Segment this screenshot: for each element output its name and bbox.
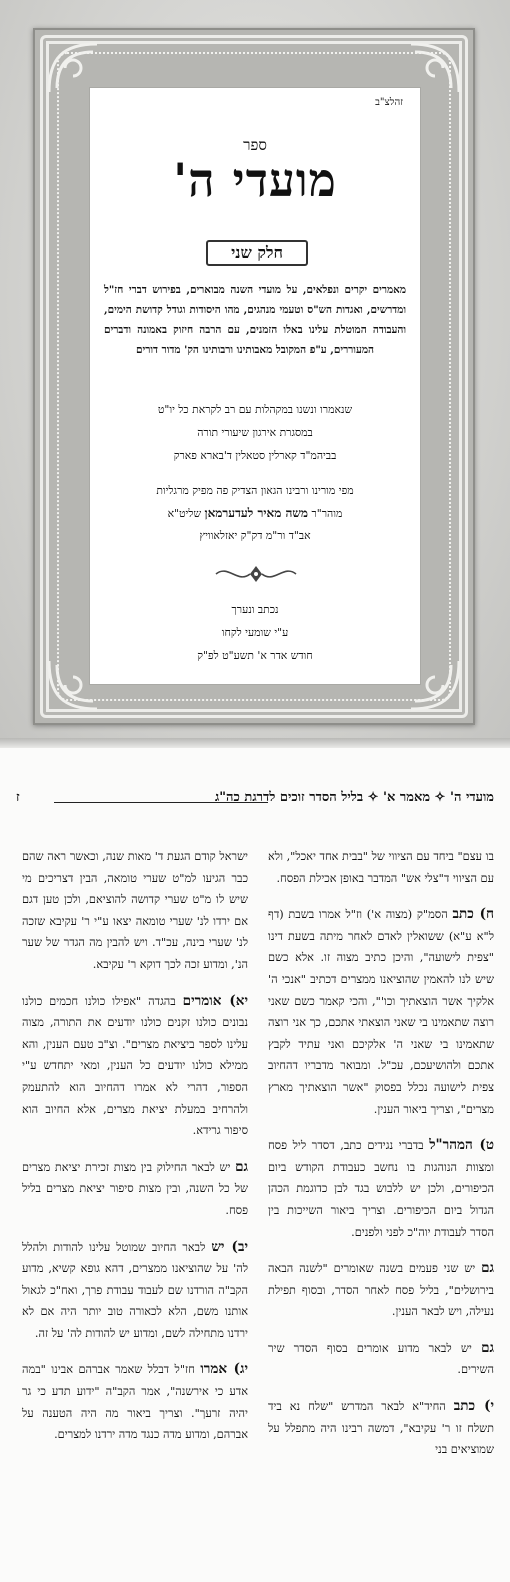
page-divider [0,738,510,748]
compilation-info [98,598,412,667]
paragraph-text: יש שני פעמים בשנה שאומרים "לשנה הבאה בירושלים", בליל פסח לאחר הסדר, ובסוף תפילת נעילה, ויש לבאר הענין. [268,1262,494,1319]
paragraph-text: בהגדה "אפילו כולנו חכמים כולנו נבונים כולנו זקנים כולנו יודעים את התורה, מצוה עלינו לספר ביציאת מצרים". וצ"ב טעם הענין, והא ממילא כולנו יודעים כל הענין, ומאי יתחדש ע"י הספור, דהרי לא אמרו דהחיוב הוא להתעמק ולהרחיב במעלת יציאת מצרים, אלא החיוב הוא סיפור גרידא. [22,994,248,1138]
header-abbreviation: זהלצ"ב [375,97,403,108]
paragraph-keyword: ט) המהר"ל [429,1137,494,1154]
paragraph-keyword: ח) כתב [452,906,494,923]
paragraph-keyword: יא) אומרים [182,992,249,1009]
author-suffix: שליט"א [167,507,202,520]
paragraph-text: ישראל קודם הגעת ד' מאות שנה, וכאשר ראה שהם כבר הגיעו למ"ט שערי טומאה, הבין דצריכים מי שיש לו מ"ט שערי קדושה להוציאם, ולכן טען דגם אם ירדו לנ' שערי טומאה יצאו ע"י ר' עקיבא שזכה לנ' שערי בינה, עכ"ד. ויש להבין מה הגדר של שער הנ', ומדוע זכה לכך דוקא ר' עקיבא. [22,850,248,971]
page-number: ז [16,790,20,805]
paragraph-keyword: גם [481,1339,494,1356]
paragraph [22,846,248,976]
paragraph-keyword: יב) יש [211,1238,248,1255]
paragraph-keyword: גם [481,1260,494,1277]
right-column [268,846,494,1476]
paragraph [22,1237,248,1345]
running-header [14,789,498,809]
book-description: מאמרים יקרים ונפלאים, על מועדי השנה מבוארים, בפירוש דברי חז"ל ומדרשים, ואגדות הש"ס וטעמי מנהגים, מהו היסודות וגודל קדושת הימים, והעבודה המוטלת עלינו באלו הזמנים, עם הרבה חיזוק באמונה ודברים המעוררים, ע"פ המקובל מאבותינו ורבותינו הק' מדור דורים [104,284,406,356]
author-name: משה מאיר לעדערמאן [204,506,308,520]
paragraph-text: בדברי נגידים כתב, דסדר ליל פסח ומצוות הנוהגות בו נחשב כעבודת הקודש ביום הכיפורים, ולכן יש ללבוש בגד לבן כדוגמת הכהן הגדול ביום הכיפורים. וצריך ביאור השייכות בין הסדר לעבודת יוה"כ לפני ולפנים. [268,1139,494,1239]
paragraph [268,1135,494,1243]
title-panel [89,87,421,685]
paragraph [22,1157,248,1222]
delivery-line: במסגרת אירגון שיעורי תורה [197,426,313,439]
paragraph [268,1396,494,1461]
paragraph-text: הסמ"ק (מצוה א') וז"ל אמרו בשבת (דף ל"א ע"א) ששואלין לאדם לאחר מיתה בשעת דינו "צפית לישועה", והיכן כתיב מצוה זו. אלא כשם שיש לנו להאמין שהוציאנו ממצרים דכתיב "אנכי ה' אלקיך אשר הוצאתיך וכו'", והכי קאמר כשם שאני רוצה שתאמינו בי שאני הוצאתי אתכם, כך אני רוצה שתאמינו בי שאני ה' אלקיכם ואני עתיד לקבץ אתכם ולהושיעכם, עכ"ל. ומבואר מדבריו דהחיוב צפית לישועה נכלל בפסוק "אשר הוצאתיך מארץ מצרים", וצריך ביאור הענין. [268,908,494,1116]
delivery-line: שנאמרו ונשנו במקהלות עם רב לקראת כל יו"ט [157,403,353,416]
compiled-line: נכתב ונערך [231,603,279,616]
volume-badge: חלק שני [206,240,308,266]
author-block [98,480,412,547]
paragraph-text: יש לבאר החילוק בין מצות זכירת יציאת מצרים של כל השנה, ובין מצות סיפור יציאת מצרים בליל פסח. [22,1160,248,1217]
paragraph-text: לבאר החיוב שמוטל עלינו להודות ולהלל לה' על שהוציאנו ממצרים, דהא גופא קשיא, מדוע הקב"ה הורדנו שם לעבוד עבודת פרך, ואח"כ לגאול אותנו משם, הלא לכאורה טוב יותר היה אם לא ירדנו מתחילה לשם, ומדוע יש להודות לה' על זה. [22,1240,248,1340]
paragraph-text: חז"ל דבלל שאמר אברהם אבינו "במה אדע כי אירשנה", אמר הקב"ה "ידוע תדע כי גר יהיה זרעך". וצריך ביאור מה היה הטענה על אברהם, ומדוע מדה כנגד מדה ירדנו למצרים. [22,1363,248,1442]
paragraph [22,1359,248,1445]
author-intro: מפי מורינו ורבינו הגאון הצדיק פה מפיק מרגליות [156,484,354,497]
paragraph-text: יש לבאר מדוע אומרים בסוף הסדר שיר השירים. [268,1341,494,1377]
paragraph [22,991,248,1142]
paragraph-keyword: גם [235,1158,249,1175]
header-title: מועדי ה' ✧ מאמר א' ✧ בליל הסדר זוכים לדרגת כה"ג [214,790,494,805]
delivery-info [98,398,412,467]
author-prefix: מוהר"ר [311,507,343,520]
delivery-line: בביהמ"ד קארלין סטאלין ד'בארא פארק [173,449,337,462]
compiled-line: ע"י שומעי לקחו [221,626,289,639]
text-page [0,748,510,1582]
compiled-line: חודש אדר א' תשע"ט לפ"ק [197,649,313,662]
paragraph [268,1258,494,1323]
author-title: אב"ד ור"מ דק"ק יאזלאוויץ [199,529,311,542]
paragraph [268,846,494,889]
paragraph-text: בו עצם" ביחד עם הציווי של "בבית אחד יאכל", ולא עם הציווי ד"צלי אש" המדבר באופן אכילת הפסח. [268,850,494,885]
left-column [22,846,248,1461]
author-line [98,502,412,525]
book-title: מועדי ה' [173,153,337,207]
header-rule [54,802,268,803]
title-page [0,0,510,738]
paragraph-keyword: י) כתב [453,1398,495,1415]
paragraph-text: החיד"א לבאר המדרש "שלח נא ביד תשלח זו ר' עקיבא", דמשה רבינו היה מתפלל על שמוציאים בני [268,1400,494,1457]
paragraph-keyword: יג) אמרו [200,1361,248,1378]
paragraph [268,1338,494,1381]
book-label: ספר [243,136,267,154]
ornament-divider-icon [214,562,298,586]
paragraph [268,904,494,1120]
